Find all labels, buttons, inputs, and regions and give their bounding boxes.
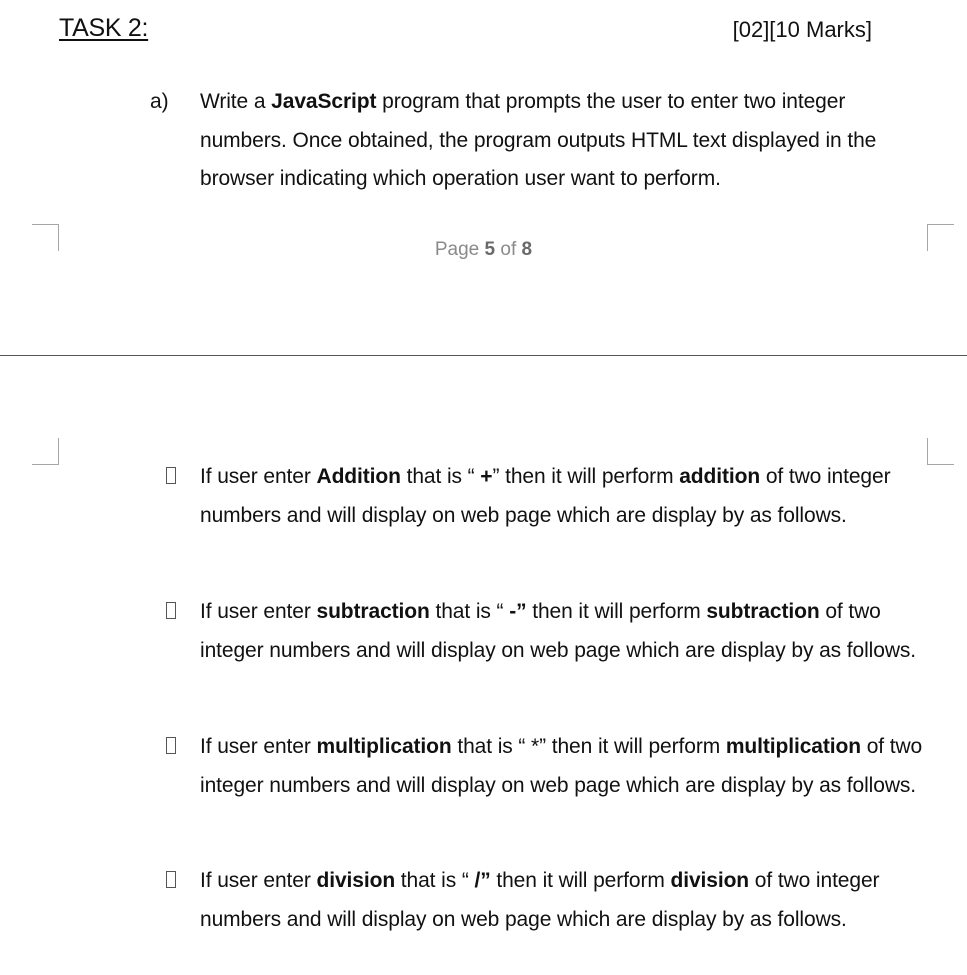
text-segment: Write a bbox=[200, 90, 272, 113]
text-segment: If user enter bbox=[200, 735, 317, 758]
bold-text-segment: subtraction bbox=[316, 600, 430, 623]
bold-text-segment: + bbox=[480, 465, 493, 488]
missing-glyph-box-icon bbox=[166, 467, 176, 484]
text-segment: of two integer numbers and will display on web page which are display by as follows. bbox=[200, 869, 880, 931]
bullet-text bbox=[200, 862, 935, 939]
current-page-number: 5 bbox=[484, 239, 496, 260]
text-segment: program that prompts the user to enter two integer numbers. Once obtained, the program outputs HTML text displayed in the browser indicating which operation user want to perform. bbox=[200, 90, 877, 190]
bold-text-segment: /” bbox=[474, 869, 491, 892]
marks-label: [02][10 Marks] bbox=[732, 17, 872, 42]
page-word: Page bbox=[434, 239, 480, 260]
bold-text-segment: Addition bbox=[316, 465, 401, 488]
crop-mark-bottom-left bbox=[32, 438, 59, 465]
missing-glyph-box-icon bbox=[166, 871, 176, 888]
text-segment: then it will perform bbox=[526, 600, 707, 623]
missing-glyph-box-icon bbox=[166, 737, 176, 754]
text-segment: then it will perform bbox=[490, 869, 671, 892]
bold-text-segment: division bbox=[670, 869, 750, 892]
page-footer bbox=[0, 239, 967, 261]
text-segment: ” then it will perform bbox=[492, 465, 680, 488]
bold-text-segment: division bbox=[316, 869, 396, 892]
bold-text-segment: multiplication bbox=[316, 735, 452, 758]
text-segment: If user enter bbox=[200, 600, 317, 623]
bold-text-segment: -” bbox=[509, 600, 527, 623]
question-text bbox=[200, 83, 935, 199]
bullet-text bbox=[200, 593, 935, 670]
text-segment: that is “ *” then it will perform bbox=[451, 735, 726, 758]
of-word: of bbox=[500, 239, 517, 260]
total-pages-number: 8 bbox=[521, 239, 533, 260]
bold-text-segment: JavaScript bbox=[271, 90, 377, 113]
text-segment: of two integer numbers and will display on web page which are display by as follows. bbox=[200, 735, 923, 797]
task-heading: TASK 2: bbox=[59, 14, 149, 42]
text-segment: of two integer numbers and will display on web page which are display by as follows. bbox=[200, 465, 891, 527]
bold-text-segment: addition bbox=[679, 465, 761, 488]
bold-text-segment: subtraction bbox=[706, 600, 820, 623]
bullet-text bbox=[200, 458, 935, 535]
page-break-divider bbox=[0, 355, 967, 356]
text-segment: that is “ bbox=[395, 869, 475, 892]
text-segment: that is “ bbox=[429, 600, 510, 623]
bullet-text bbox=[200, 728, 935, 805]
text-segment: of two integer numbers and will display on web page which are display by as follows. bbox=[200, 600, 917, 662]
bold-text-segment: multiplication bbox=[725, 735, 861, 758]
text-segment: that is “ bbox=[400, 465, 481, 488]
text-segment: If user enter bbox=[200, 465, 317, 488]
missing-glyph-box-icon bbox=[166, 602, 176, 619]
text-segment: If user enter bbox=[200, 869, 317, 892]
question-label: a) bbox=[150, 90, 169, 113]
